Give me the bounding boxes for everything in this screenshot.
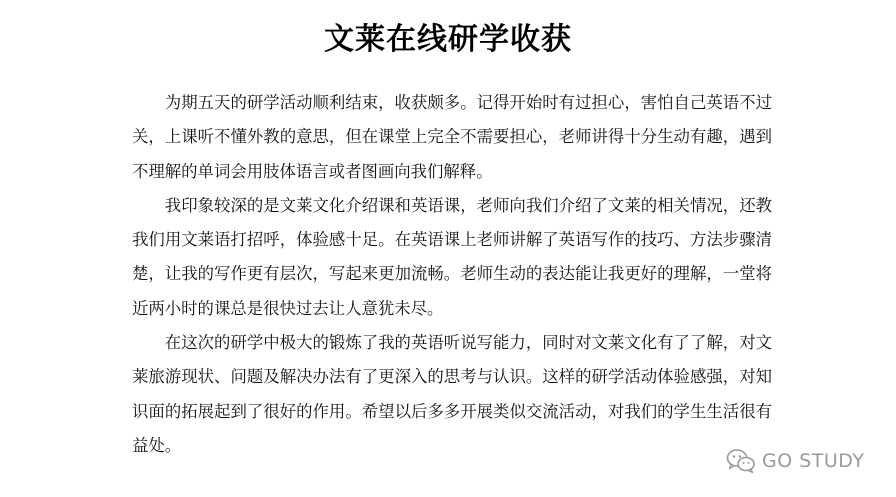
- paragraph-1: 为期五天的研学活动顺利结束，收获颇多。记得开始时有过担心，害怕自己英语不过关，上课听不懂外教的意思，但在课堂上完全不需要担心，老师讲得十分生动有趣，遇到不理解的单词会用肢体语言或者图画向我们解释。: [132, 93, 772, 181]
- watermark: [726, 447, 865, 475]
- paragraph-3: 在这次的研学中极大的锻炼了我的英语听说写能力，同时对文莱文化有了了解，对文莱旅游现状、问题及解决办法有了更深入的思考与认识。这样的研学活动体验感强，对知识面的拓展起到了很好的作用。希望以后多多开展类似交流活动，对我们的学生生活很有益处。: [132, 333, 772, 455]
- watermark-text: GO STUDY: [762, 450, 865, 472]
- wechat-icon: [726, 448, 756, 474]
- page-title: 文莱在线研学收获: [324, 22, 572, 57]
- article-body: [132, 86, 772, 463]
- paragraph-2: 我印象较深的是文莱文化介绍课和英语课，老师向我们介绍了文莱的相关情况，还教我们用文莱语打招呼，体验感十足。在英语课上老师讲解了英语写作的技巧、方法步骤清楚，让我的写作更有层次，写起来更加流畅。老师生动的表达能让我更好的理解，一堂将近两小时的课总是很快过去让人意犹未尽。: [132, 195, 772, 318]
